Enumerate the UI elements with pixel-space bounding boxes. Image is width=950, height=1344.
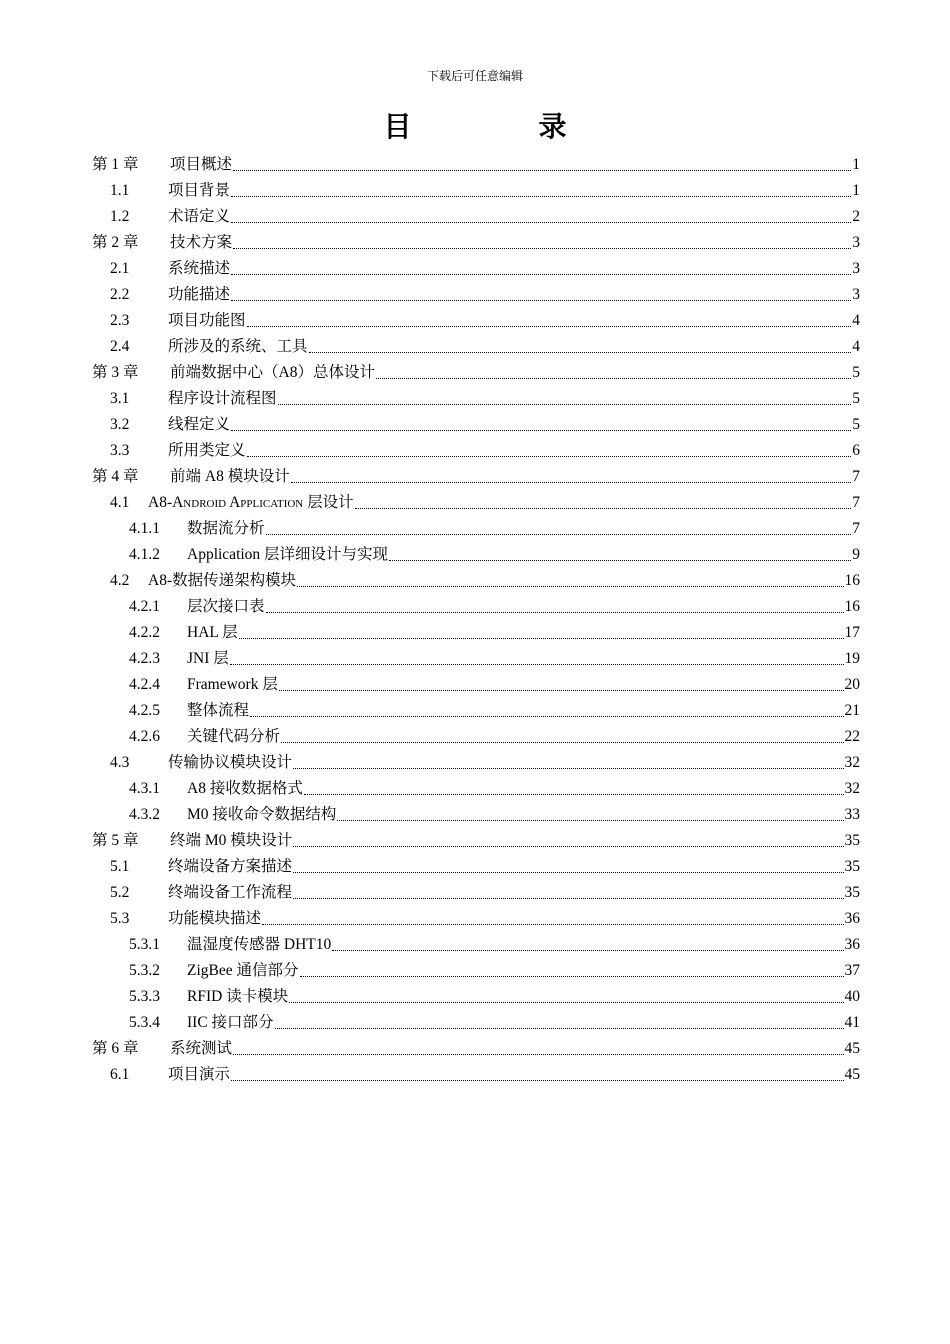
- toc-leader-dots: [230, 256, 852, 282]
- toc-entry-page-number: 6: [852, 442, 860, 459]
- toc-entry-page-number: 35: [844, 884, 860, 901]
- toc-leader-dots: [230, 178, 852, 204]
- toc-entry[interactable]: [90, 516, 860, 542]
- toc-entry[interactable]: [90, 646, 860, 672]
- toc-leader-dots: [249, 698, 844, 724]
- toc-leader-dots: [336, 802, 844, 828]
- toc-entry-number: 4.1: [110, 494, 130, 511]
- toc-entry-title: 线程定义: [168, 416, 231, 433]
- toc-entry-number: 5.3.4: [129, 1014, 160, 1031]
- toc-leader-dots: [288, 984, 844, 1010]
- toc-entry-number: 1.1: [110, 182, 130, 199]
- toc-leader-dots: [292, 828, 844, 854]
- toc-entry-number: 第 4 章: [92, 468, 139, 485]
- toc-entry[interactable]: [90, 568, 860, 594]
- toc-entry-number: 4.2: [110, 572, 130, 589]
- toc-entry[interactable]: [90, 490, 860, 516]
- toc-entry[interactable]: [90, 438, 860, 464]
- toc-entry-title: HAL 层: [187, 624, 238, 641]
- toc-entry-title: A8-数据传递架构模块: [148, 572, 297, 589]
- toc-entry-page-number: 17: [844, 624, 860, 641]
- toc-entry-number: 3.1: [110, 390, 130, 407]
- toc-entry[interactable]: [90, 802, 860, 828]
- toc-entry-page-number: 4: [852, 338, 860, 355]
- toc-leader-dots: [388, 542, 852, 568]
- toc-entry-page-number: 45: [844, 1066, 860, 1083]
- toc-leader-dots: [265, 516, 853, 542]
- toc-leader-dots: [278, 672, 845, 698]
- toc-leader-dots: [274, 1010, 845, 1036]
- toc-entry[interactable]: [90, 698, 860, 724]
- toc-entry[interactable]: [90, 724, 860, 750]
- toc-entry-title: 功能模块描述: [168, 910, 262, 927]
- toc-title: 目 录: [383, 112, 627, 143]
- toc-entry-title: 终端设备工作流程: [168, 884, 293, 901]
- toc-entry-number: 2.4: [110, 338, 130, 355]
- toc-entry-title: 项目概述: [170, 156, 233, 173]
- toc-entry[interactable]: [90, 906, 860, 932]
- toc-entry-page-number: 35: [844, 832, 860, 849]
- toc-entry[interactable]: [90, 776, 860, 802]
- toc-entry-page-number: 20: [844, 676, 860, 693]
- toc-entry-page-number: 1: [852, 182, 860, 199]
- toc-entry-number: 第 5 章: [92, 832, 139, 849]
- toc-entry-page-number: 9: [852, 546, 860, 563]
- toc-entry-title: 程序设计流程图: [168, 390, 277, 407]
- toc-entry-page-number: 5: [852, 364, 860, 381]
- toc-entry-number: 5.3.3: [129, 988, 160, 1005]
- toc-entry-title: 技术方案: [170, 234, 233, 251]
- toc-entry-number: 3.2: [110, 416, 130, 433]
- toc-leader-dots: [331, 932, 844, 958]
- toc-entry[interactable]: [90, 542, 860, 568]
- toc-leader-dots: [232, 152, 852, 178]
- toc-entry-page-number: 45: [844, 1040, 860, 1057]
- toc-entry-title: A8 接收数据格式: [187, 780, 303, 797]
- toc-entry-number: 4.2.2: [129, 624, 160, 641]
- toc-entry-page-number: 21: [844, 702, 860, 719]
- toc-entry-number: 2.3: [110, 312, 130, 329]
- toc-entry-number: 5.2: [110, 884, 130, 901]
- toc-entry[interactable]: [90, 334, 860, 360]
- toc-entry[interactable]: [90, 594, 860, 620]
- toc-entry-title: 所涉及的系统、工具: [168, 338, 308, 355]
- toc-entry-page-number: 5: [852, 416, 860, 433]
- toc-entry-title: 整体流程: [187, 702, 250, 719]
- toc-leader-dots: [230, 204, 852, 230]
- toc-entry[interactable]: [90, 854, 860, 880]
- toc-leader-dots: [303, 776, 845, 802]
- toc-leader-dots: [230, 282, 852, 308]
- header-note: 下载后可任意编辑: [426, 69, 523, 83]
- toc-leader-dots: [296, 568, 844, 594]
- toc-entry-page-number: 37: [844, 962, 860, 979]
- toc-entry-title: 终端 M0 模块设计: [170, 832, 293, 849]
- toc-entry-number: 第 3 章: [92, 364, 139, 381]
- toc-leader-dots: [375, 360, 852, 386]
- toc-entry-page-number: 33: [844, 806, 860, 823]
- toc-entry[interactable]: [90, 620, 860, 646]
- toc-entry-number: 2.2: [110, 286, 130, 303]
- toc-entry-number: 3.3: [110, 442, 130, 459]
- toc-entry-number: 1.2: [110, 208, 130, 225]
- toc-entry-title: Framework 层: [187, 676, 278, 693]
- toc-entry-page-number: 35: [844, 858, 860, 875]
- toc-leader-dots: [277, 386, 853, 412]
- toc-leader-dots: [280, 724, 844, 750]
- toc-entry-page-number: 3: [852, 286, 860, 303]
- toc-entry-title: A8-Android Application 层设计: [148, 494, 354, 511]
- toc-entry-number: 4.2.4: [129, 676, 160, 693]
- toc-entry-page-number: 19: [844, 650, 860, 667]
- toc-leader-dots: [299, 958, 845, 984]
- toc-entry[interactable]: [90, 1036, 860, 1062]
- toc-entry-title: 前端 A8 模块设计: [170, 468, 290, 485]
- toc-entry[interactable]: [90, 1010, 860, 1036]
- toc-entry-number: 4.1.1: [129, 520, 160, 537]
- toc-entry[interactable]: [90, 204, 860, 230]
- toc-entry-number: 第 1 章: [92, 156, 139, 173]
- toc-entry[interactable]: [90, 880, 860, 906]
- toc-entry-number: 4.3.2: [129, 806, 160, 823]
- toc-entry-page-number: 40: [844, 988, 860, 1005]
- toc-entry-page-number: 22: [844, 728, 860, 745]
- toc-entry-title: 前端数据中心（A8）总体设计: [170, 364, 375, 381]
- toc-leader-dots: [230, 412, 852, 438]
- toc-entry-page-number: 5: [852, 390, 860, 407]
- toc-entry-title: 术语定义: [168, 208, 231, 225]
- toc-entry-page-number: 36: [844, 910, 860, 927]
- toc-entry-title: 关键代码分析: [187, 728, 281, 745]
- toc-entry-title: 所用类定义: [168, 442, 246, 459]
- toc-entry[interactable]: [90, 984, 860, 1010]
- toc-entry-title: 数据流分析: [187, 520, 265, 537]
- toc-entry[interactable]: [90, 152, 860, 178]
- toc-entry-number: 5.3.1: [129, 936, 160, 953]
- toc-entry-title: 功能描述: [168, 286, 231, 303]
- toc-entry-number: 4.2.3: [129, 650, 160, 667]
- toc-entry-page-number: 3: [852, 260, 860, 277]
- toc-leader-dots: [230, 1062, 844, 1088]
- toc-leader-dots: [246, 438, 853, 464]
- toc-entry-title: ZigBee 通信部分: [187, 962, 299, 979]
- toc-entry-title: 终端设备方案描述: [168, 858, 293, 875]
- toc-entry-title: IIC 接口部分: [187, 1014, 274, 1031]
- toc-entry-number: 4.2.1: [129, 598, 160, 615]
- toc-entry-number: 4.2.5: [129, 702, 160, 719]
- toc-entry-page-number: 16: [844, 598, 860, 615]
- toc-entry-title: JNI 层: [187, 650, 229, 667]
- toc-entry-title: 项目演示: [168, 1066, 231, 1083]
- toc-entry-title: 项目功能图: [168, 312, 246, 329]
- toc-entry-page-number: 36: [844, 936, 860, 953]
- toc-leader-dots: [292, 854, 844, 880]
- toc-leader-dots: [292, 880, 844, 906]
- toc-entry[interactable]: [90, 750, 860, 776]
- toc-entry-number: 4.2.6: [129, 728, 160, 745]
- toc-leader-dots: [292, 750, 844, 776]
- toc-entry[interactable]: [90, 1062, 860, 1088]
- toc-entry[interactable]: [90, 958, 860, 984]
- toc-entry-number: 5.1: [110, 858, 130, 875]
- toc-leader-dots: [229, 646, 845, 672]
- toc-entry-number: 4.3.1: [129, 780, 160, 797]
- toc-entry-number: 第 2 章: [92, 234, 139, 251]
- toc-entry-page-number: 2: [852, 208, 860, 225]
- toc-leader-dots: [290, 464, 853, 490]
- toc-entry-title: 传输协议模块设计: [168, 754, 293, 771]
- toc-entry[interactable]: [90, 932, 860, 958]
- toc-entry-title: RFID 读卡模块: [187, 988, 289, 1005]
- toc-entry-number: 4.1.2: [129, 546, 160, 563]
- toc-entry-page-number: 7: [852, 468, 860, 485]
- toc-entry-title: M0 接收命令数据结构: [187, 806, 337, 823]
- toc-entry-title: Application 层详细设计与实现: [187, 546, 389, 563]
- toc-entry-page-number: 32: [844, 780, 860, 797]
- toc-leader-dots: [308, 334, 853, 360]
- toc-entry-page-number: 4: [852, 312, 860, 329]
- toc-entry-number: 5.3.2: [129, 962, 160, 979]
- toc-leader-dots: [261, 906, 844, 932]
- toc-entry-page-number: 1: [852, 156, 860, 173]
- toc-entry-title: 系统描述: [168, 260, 231, 277]
- toc-entry[interactable]: [90, 360, 860, 386]
- toc-entry[interactable]: [90, 256, 860, 282]
- toc-entry[interactable]: [90, 178, 860, 204]
- toc-entry-page-number: 3: [852, 234, 860, 251]
- toc-leader-dots: [238, 620, 845, 646]
- toc-entry[interactable]: [90, 464, 860, 490]
- toc-entry-number: 4.3: [110, 754, 130, 771]
- toc-entry[interactable]: [90, 828, 860, 854]
- toc-leader-dots: [232, 230, 852, 256]
- toc-entry[interactable]: [90, 282, 860, 308]
- toc-entry-title: 项目背景: [168, 182, 231, 199]
- toc-entry-number: 第 6 章: [92, 1040, 139, 1057]
- toc-entry-page-number: 41: [844, 1014, 860, 1031]
- toc-entry[interactable]: [90, 230, 860, 256]
- toc-entry-number: 6.1: [110, 1066, 130, 1083]
- toc-leader-dots: [232, 1036, 844, 1062]
- toc-leader-dots: [354, 490, 853, 516]
- toc-leader-dots: [265, 594, 845, 620]
- toc-entry[interactable]: [90, 672, 860, 698]
- toc-entry[interactable]: [90, 386, 860, 412]
- toc-entry-page-number: 7: [852, 494, 860, 511]
- toc-entry[interactable]: [90, 412, 860, 438]
- toc-entry[interactable]: [90, 308, 860, 334]
- toc-entry-title: 层次接口表: [187, 598, 265, 615]
- toc-entry-title: 温湿度传感器 DHT10: [187, 936, 332, 953]
- toc-entry-number: 2.1: [110, 260, 130, 277]
- toc-entry-number: 5.3: [110, 910, 130, 927]
- toc-entry-page-number: 7: [852, 520, 860, 537]
- toc-entry-title: 系统测试: [170, 1040, 233, 1057]
- toc-entry-page-number: 16: [844, 572, 860, 589]
- toc-leader-dots: [246, 308, 853, 334]
- table-of-contents: [90, 152, 860, 1088]
- toc-entry-page-number: 32: [844, 754, 860, 771]
